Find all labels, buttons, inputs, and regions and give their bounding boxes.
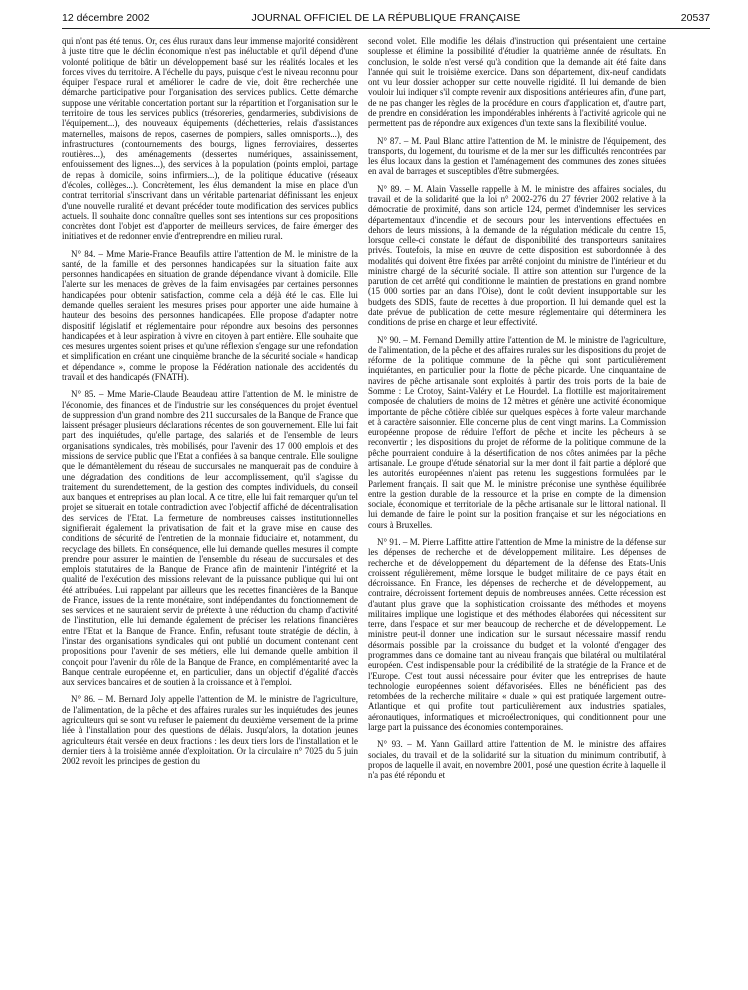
question-85: N° 85. – Mme Marie-Claude Beaudeau attire l'attention de M. le ministre de l'économie, des finances et de l'industrie sur les conséquences du projet éventuel de suppression d'un grand nombre des 211 succursales de la Banque de France que laissent présager plusieurs déclarations récentes de son gouvernement. Elle lui fait part des inquiétudes, qu'elle partage, des salariés et de l'ensemble de leurs organisations syndicales, très mobilisés, pour l'avenir des 17 000 emplois et des missions de service public que l'Etat a confiées à sa banque centrale. Elle souligne que le démantèlement du réseau de succursales ne manquerait pas de conduire à une dégradation des conditions de leur accomplissement, qu'il s'agisse du traitement du surendettement, de la gestion des comptes individuels, du conseil aux banques et entreprises au plan local. A ce titre, elle lui fait remarquer qu'un tel projet se situerait en totale contradiction avec l'objectif affiché de décentralisation des services de l'Etat. La fermeture de nombreuses caisses institutionnelles signifierait également la privatisation de fait et la grave mise en cause des conditions de sécurité de l'entretien de la monnaie fiduciaire et, notamment, du recyclage des billets. En conséquence, elle lui demande quelles mesures il compte prendre pour assurer le maintien de l'ensemble du réseau de succursales et des emplois statutaires de la Banque de France afin de maintenir l'intégrité et la qualité de l'exécution des missions relevant de la puissance publique qui lui ont été attribuées. Lui rappelant par ailleurs que les recettes financières de la Banque de France, issues de la rente monétaire, sont indépendantes du fonctionnement de ses services et ne sauraient servir de prétexte à une réduction du champ d'activité de l'institution, elle lui demande également de préciser les relations financières entre l'Etat et la Banque de France. Enfin, refusant toute stratégie de déclin, à l'instar des organisations syndicales qui ont publié un document contenant cent propositions pour l'avenir de ses métiers, elle lui demande quelle ambition il conçoit pour l'avenir du rôle de la Banque de France, en complémentarité avec la Banque centrale européenne et, en particulier, dans un objectif d'égalité d'accès aux services bancaires et de soutien à la croissance et à l'emploi. (62, 389, 358, 688)
question-87: N° 87. – M. Paul Blanc attire l'attention de M. le ministre de l'équipement, des transports, du logement, du tourisme et de la mer sur les difficultés rencontrées par les élus locaux dans la gestion et l'aménagement des communes des zones situées en aval de barrages et susceptibles d'être submergées. (368, 135, 666, 177)
question-86-continuation: second volet. Elle modifie les délais d'instruction qui présentaient une certaine souplesse et élimine la possibilité d'étudier la quatrième année de résultats. En conclusion, le solde n'est versé qu'à condition que la demande ait été faite dans l'année qui suit le troisième exercice. Dans son département, dix-neuf candidats ont vu leur dossier achopper sur cette nouvelle rigidité. Il lui demande de bien vouloir lui indiquer s'il compte revenir aux dispositions antérieures afin, d'une part, de ne pas changer les règles de la procédure en cours d'application et, d'autre part, de prendre en considération les impondérables inhérents à l'activité agricole qui ne permettent pas de répondre aux exigences d'un texte sans la flexibilité voulue. (368, 36, 666, 129)
paragraph-continuation: qui n'ont pas été tenus. Or, ces élus ruraux dans leur immense majorité considèrent à juste titre que le déclin économique n'est pas inéluctable et qu'il dépend d'une volonté politique de bâtir un développement basé sur les réalités locales et les forces vives du territoire. A l'échelle du pays, puisque c'est le niveau reconnu pour équiper l'espace rural et améliorer le cadre de vie, doit être recherchée une démarche participative pour l'organisation des services publics. Cette démarche suppose une véritable concertation portant sur la répartition et l'organisation sur le territoire de tous les services publics (trésoreries, gendarmeries, subdivisions de l'équipement...), des nouveaux équipements (déchetteries, relais d'assistances maternelles, maisons de repos, casernes de pompiers, salles omnisports...), des infrastructures (contournements des bourgs, lignes ferroviaires, dessertes routières...), des aménagements (dessertes numériques, assainissement, enfouissement des lignes...), des services à la population (points emploi, partage de repas à domicile, soins infirmiers...), de la politique éducative (réseaux d'écoles, collèges...). Concrètement, les élus demandent la mise en place d'un contrat territorial s'inscrivant dans un véritable partenariat définissant les enjeux d'une nouvelle ruralité et devant précéder toute modification des services publics actuels. Il souhaite donc connaître quelles sont ses intentions sur ces propositions concrètes dont l'objet est d'apporter de meilleurs services, de faire émerger des initiatives et de redonner envie d'entreprendre en milieu rural. (62, 36, 358, 242)
question-89: N° 89. – M. Alain Vasselle rappelle à M. le ministre des affaires sociales, du travail et de la solidarité que la loi n° 2002-276 du 27 février 2002 relative à la démocratie de proximité, dans son article 124, permet d'indemniser les services départementaux d'incendie et de secours pour les interventions effectuées en dehors de leurs missions, à la demande de la régulation médicale du centre 15, lorsque celle-ci constate le défaut de disponibilité des transporteurs sanitaires privés. Toutefois, la mise en œuvre de cette disposition est subordonnée à des modalités qui doivent être fixées par arrêté conjoint du ministre de l'intérieur et du ministre chargé de la sécurité sociale. Il attire son attention sur l'urgence de la parution de cet arrêté qui conditionne le maintien de prestations en grand nombre (15 000 sorties par an dans l'Oise), dont le coût devient insupportable sur les budgets des SDIS, faute de recettes à due proportion. Il lui demande quel est la date prévue de publication de cette mesure réglementaire qui déterminera les conditions de prise en charge et leur effectivité. (368, 183, 666, 328)
question-91: N° 91. – M. Pierre Laffitte attire l'attention de Mme la ministre de la défense sur les dépenses de recherche et de développement militaire. Les dépenses de recherche et de développement du département de la défense des Etats-Unis croissent régulièrement, même lorsque le budget militaire de ce pays était en décroissance. En France, les dépenses de recherche et de développement, au contraire, décroissent fortement depuis de nombreuses années. Cette récession est d'autant plus grave que la sophistication croissante des méthodes et moyens militaires implique une logistique et des méthodes élaborées qui nécessitent sur terre, dans l'espace et sur mer beaucoup de recherche et de développement. Le ministre peut-il donner une indication sur le sursaut nécessaire massif rendu désormais possible par la croissance du budget et la volonté d'engager des programmes dans ce domaine tant au niveau français que bilatéral ou multilatéral européen. C'est indispensable pour la crédibilité de la stratégie de la France et de l'Europe. C'est tout aussi nécessaire pour éviter que les entreprises de haute technologie européennes soient défavorisées. Elles ne bénéficient pas des retombées de la recherche militaire « duale » qui est pratiquée largement outre-Atlantique et qui profite tout particulièrement aux industries spatiales, aéronautiques, informatiques et microélectroniques, qui conditionnent pour une large part la puissance des économies contemporaines. (368, 536, 666, 732)
question-93: N° 93. – M. Yann Gaillard attire l'attention de M. le ministre des affaires sociales, du travail et de la solidarité sur la situation du minimum contributif, à propos de laquelle il avait, en novembre 2001, posé une question écrite à laquelle il n'a pas été répondu et (368, 739, 666, 781)
question-86: N° 86. – M. Bernard Joly appelle l'attention de M. le ministre de l'agriculture, de l'alimentation, de la pêche et des affaires rurales sur les inquiétudes des jeunes agriculteurs qui se sont vu refuser le paiement du deuxième versement de la prime liée à l'installation pour des questions de délais. Jusqu'alors, la dotation jeunes agriculteurs était versée en deux fractions : les deux tiers lors de l'installation et le dernier tiers à la troisième année d'exploitation. Or la circulaire n° 7025 du 5 juin 2002 revoit les principes de gestion du (62, 694, 358, 767)
journal-title: JOURNAL OFFICIEL DE LA RÉPUBLIQUE FRANÇAISE (251, 12, 521, 24)
page-header (62, 8, 710, 29)
page-number: 20537 (680, 12, 710, 24)
question-84: N° 84. – Mme Marie-France Beaufils attire l'attention de M. le ministre de la santé, de la famille et des personnes handicapées sur la situation faite aux personnes handicapées en situation de grande dépendance vivant à domicile. Elle l'alerte sur les menaces de grèves de la faim envisagées par certaines personnes handicapées pour obtenir satisfaction, comme cela a déjà été le cas. Elle lui demande quelles seraient les mesures prises pour apporter une aide humaine à hauteur des besoins des personnes handicapées. Elle propose d'adapter notre dispositif législatif et réglementaire pour répondre aux besoins des personnes handicapées et à leur aspiration à vivre en citoyen à part entière. Elle souhaite que ces mesures urgentes soient prises et qu'une réflexion s'engage sur une refondation et simplification en créant une cinquième branche de la sécurité sociale « handicap et dépendance », comme le propose la Fédération nationale des accidentés du travail et des handicapés (FNATH). (62, 248, 358, 382)
header-date: 12 décembre 2002 (62, 12, 150, 24)
right-column (368, 36, 666, 984)
left-column (62, 36, 358, 984)
question-90: N° 90. – M. Fernand Demilly attire l'attention de M. le ministre de l'agriculture, de l'alimentation, de la pêche et des affaires rurales sur les dispositions du projet de réforme de la politique commune de la pêche qui sont particulièrement inquiétantes, en particulier pour la flotte de pêche picarde. Une cinquantaine de navires de pêche artisanale sont exploités à partir des trois ports de la baie de Somme : Le Crotoy, Saint-Valéry et Le Hourdel. La flottille est majoritairement composée de chalutiers de moins de 12 mètres et génère une activité économique importante de pêche côtière ciblée sur quelques espèces à forte valeur marchande et à caractère saisonnier. Elle concerne plus de cent vingt marins. La Commission européenne propose de réduire l'effort de pêche et incite les pêcheurs à se reconvertir ; les dispositions du projet de réforme de la politique commune de la pêche pourraient conduire à la désertification de nos côtes animées par la pêche artisanale. Le groupe d'étude sénatorial sur la mer dont il fait partie a déploré que les autorités européennes n'aient pas retenu les suggestions formulées par le Parlement français. Il sait que M. le ministre préconise une synthèse équilibrée entre la gestion durable de la ressource et la prise en compte de la dimension sociale, économique et territoriale de la pêche artisanale sur le littoral national. Il lui demande de faire le point sur la position française et sur les négociations en cours à Bruxelles. (368, 334, 666, 530)
